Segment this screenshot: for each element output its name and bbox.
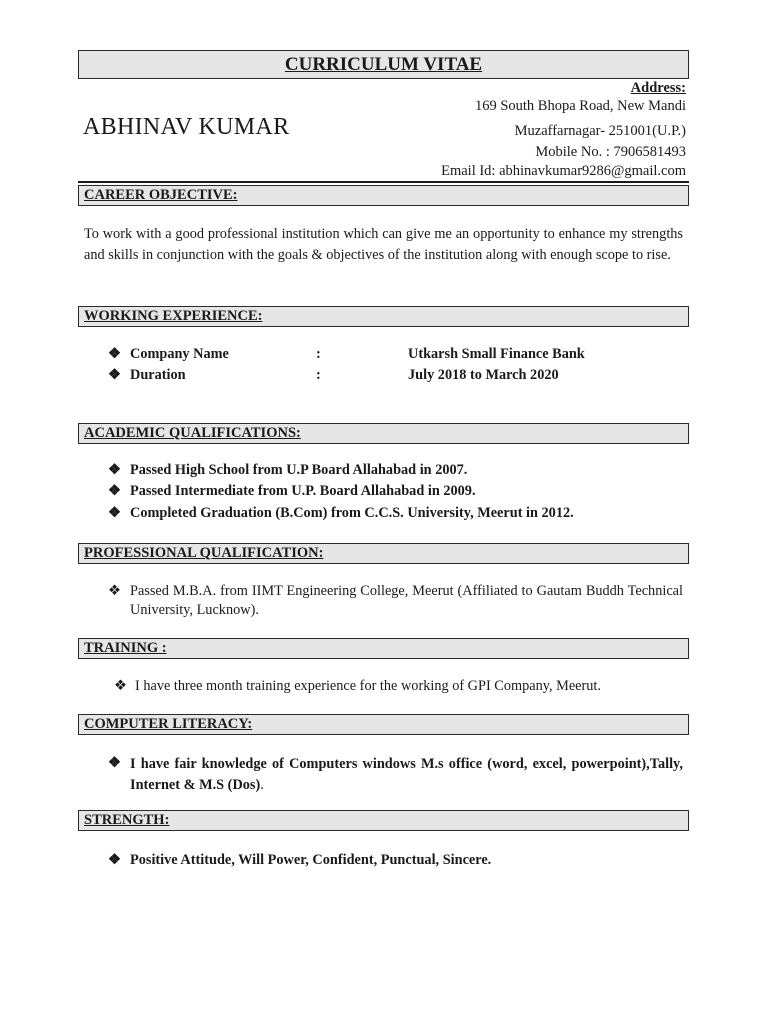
bullet-icon: ❖ [108, 505, 121, 521]
academic-item: Passed High School from U.P Board Allahabad in 2007. [130, 462, 468, 478]
computer-literacy-item [130, 754, 683, 796]
section-heading: COMPUTER LITERACY: [84, 716, 253, 732]
header-divider [78, 181, 689, 183]
section-heading: WORKING EXPERIENCE: [84, 308, 263, 324]
experience-value-company: Utkarsh Small Finance Bank [408, 346, 585, 362]
bullet-icon: ❖ [108, 346, 121, 362]
section-strength [78, 810, 689, 831]
address-label: Address: [630, 80, 686, 96]
career-objective-text: To work with a good professional institution which can give me an opportunity to enhance my strengths and skills in conjunction with the goals & objectives of the institution along with enough scope to rise. [84, 226, 683, 263]
bullet-icon: ❖ [108, 583, 121, 599]
section-heading: PROFESSIONAL QUALIFICATION: [84, 545, 324, 561]
computer-literacy-text: I have fair knowledge of Computers windows M.s office (word, excel, powerpoint),Tally, Internet & M.S (Dos) [130, 756, 683, 793]
title-bar [78, 50, 689, 79]
strength-item: Positive Attitude, Will Power, Confident, Punctual, Sincere. [130, 852, 492, 868]
bullet-icon: ❖ [108, 462, 121, 478]
section-academic-qualifications [78, 423, 689, 444]
bullet-icon: ❖ [108, 852, 121, 868]
page-title: CURRICULUM VITAE [284, 54, 483, 75]
section-heading: STRENGTH: [84, 812, 170, 828]
professional-item: Passed M.B.A. from IIMT Engineering College, Meerut (Affiliated to Gautam Buddh Technical University, Lucknow). [130, 583, 683, 618]
section-working-experience [78, 306, 689, 327]
candidate-name: ABHINAV KUMAR [83, 114, 290, 140]
section-computer-literacy [78, 714, 689, 735]
address-line-2: Muzaffarnagar- 251001(U.P.) [514, 123, 686, 139]
section-professional-qualification [78, 543, 689, 564]
academic-item: Passed Intermediate from U.P. Board Allahabad in 2009. [130, 483, 476, 499]
section-training [78, 638, 689, 659]
section-career-objective [78, 185, 689, 206]
bullet-icon: ❖ [108, 367, 121, 383]
section-heading: TRAINING : [84, 640, 167, 656]
bullet-icon: ❖ [108, 755, 121, 771]
address-line-1: 169 South Bhopa Road, New Mandi [474, 98, 686, 114]
bullet-icon: ❖ [114, 678, 127, 694]
experience-value-duration: July 2018 to March 2020 [408, 367, 559, 383]
bullet-icon: ❖ [108, 483, 121, 499]
experience-separator: : [316, 367, 321, 383]
email-address: Email Id: abhinavkumar9286@gmail.com [441, 163, 686, 179]
training-item: I have three month training experience for the working of GPI Company, Meerut. [135, 678, 601, 694]
academic-item: Completed Graduation (B.Com) from C.C.S. University, Meerut in 2012. [130, 505, 574, 521]
section-heading: CAREER OBJECTIVE: [84, 187, 238, 203]
computer-literacy-period: . [260, 777, 264, 793]
experience-label-duration: Duration [130, 367, 186, 383]
experience-separator: : [316, 346, 321, 362]
experience-label-company: Company Name [130, 346, 229, 362]
section-heading: ACADEMIC QUALIFICATIONS: [84, 425, 301, 441]
mobile-number: Mobile No. : 7906581493 [535, 144, 686, 160]
